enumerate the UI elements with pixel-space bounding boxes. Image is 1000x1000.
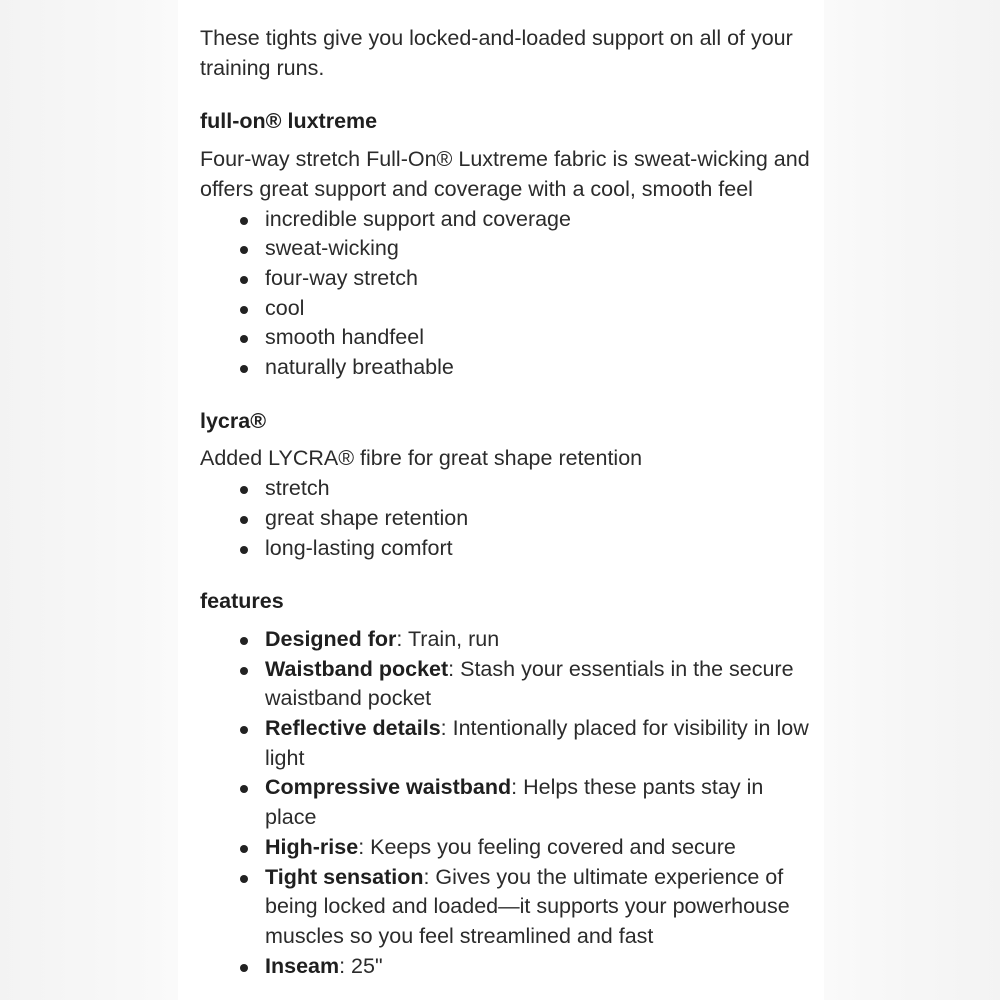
feature-label: Waistband pocket — [265, 656, 449, 681]
list-item — [265, 773, 810, 832]
list-item: smooth handfeel — [265, 323, 810, 353]
bullet-icon — [240, 667, 248, 675]
list-item: sweat-wicking — [265, 234, 810, 264]
product-description-page — [178, 0, 824, 1000]
bullet-icon — [240, 516, 248, 524]
list-item: cool — [265, 294, 810, 324]
list-item: naturally breathable — [265, 353, 810, 383]
bullet-icon — [240, 335, 248, 343]
feature-text: : Intentionally placed for visibility in low light — [265, 716, 809, 770]
intro-text: These tights give you locked-and-loaded support on all of your training runs. — [200, 26, 793, 80]
list-item — [265, 863, 810, 952]
feature-label: Tight sensation — [265, 864, 424, 889]
bullet-icon — [240, 964, 248, 972]
background-right — [822, 0, 1000, 1000]
bullet-icon — [240, 637, 248, 645]
bullet-icon — [240, 276, 248, 284]
list-item: great shape retention — [265, 504, 810, 534]
section-description: Added LYCRA® fibre for great shape retention — [200, 446, 643, 471]
list-item — [265, 952, 810, 982]
list-item: incredible support and coverage — [265, 205, 810, 235]
list-item — [265, 625, 810, 655]
feature-list — [200, 205, 810, 383]
feature-label: Inseam — [265, 953, 340, 978]
product-description — [200, 24, 810, 1000]
section-heading: full-on® luxtreme — [200, 109, 378, 134]
feature-list — [200, 474, 810, 563]
bullet-icon — [240, 785, 248, 793]
section-features — [200, 587, 810, 981]
bullet-icon — [240, 306, 248, 314]
bullet-icon — [240, 726, 248, 734]
bullet-icon — [240, 845, 248, 853]
feature-text: : Stash your essentials in the secure waistband pocket — [265, 656, 794, 711]
bullet-icon — [240, 246, 248, 254]
feature-text: : Helps these pants stay in place — [265, 775, 764, 830]
list-item — [265, 655, 810, 714]
section-heading: features — [200, 589, 284, 614]
feature-text: : 25" — [339, 953, 383, 978]
bullet-icon — [240, 217, 248, 225]
feature-label: High-rise — [265, 834, 359, 859]
feature-text: : Train, run — [396, 626, 500, 651]
bullet-icon — [240, 546, 248, 554]
section-description: Four-way stretch Full-On® Luxtreme fabric is sweat-wicking and offers great support and coverage with a cool, smooth feel — [200, 147, 810, 201]
list-item: four-way stretch — [265, 264, 810, 294]
feature-label: Compressive waistband — [265, 775, 512, 800]
feature-label: Designed for — [265, 626, 397, 651]
feature-text: : Gives you the ultimate experience of being locked and loaded—it supports your powerhouse muscles so you feel streamlined and fast — [265, 864, 790, 948]
list-item: long-lasting comfort — [265, 534, 810, 564]
feature-text: : Keeps you feeling covered and secure — [358, 834, 736, 859]
background-left — [0, 0, 178, 1000]
bullet-icon — [240, 365, 248, 373]
feature-label: Reflective details — [265, 716, 441, 741]
list-item: stretch — [265, 474, 810, 504]
section-heading: lycra® — [200, 408, 267, 433]
bullet-icon — [240, 875, 248, 883]
list-item — [265, 833, 810, 863]
list-item — [265, 714, 810, 773]
features-list — [200, 625, 810, 981]
bullet-icon — [240, 486, 248, 494]
section-lycra — [200, 407, 810, 564]
section-luxtreme — [200, 107, 810, 382]
